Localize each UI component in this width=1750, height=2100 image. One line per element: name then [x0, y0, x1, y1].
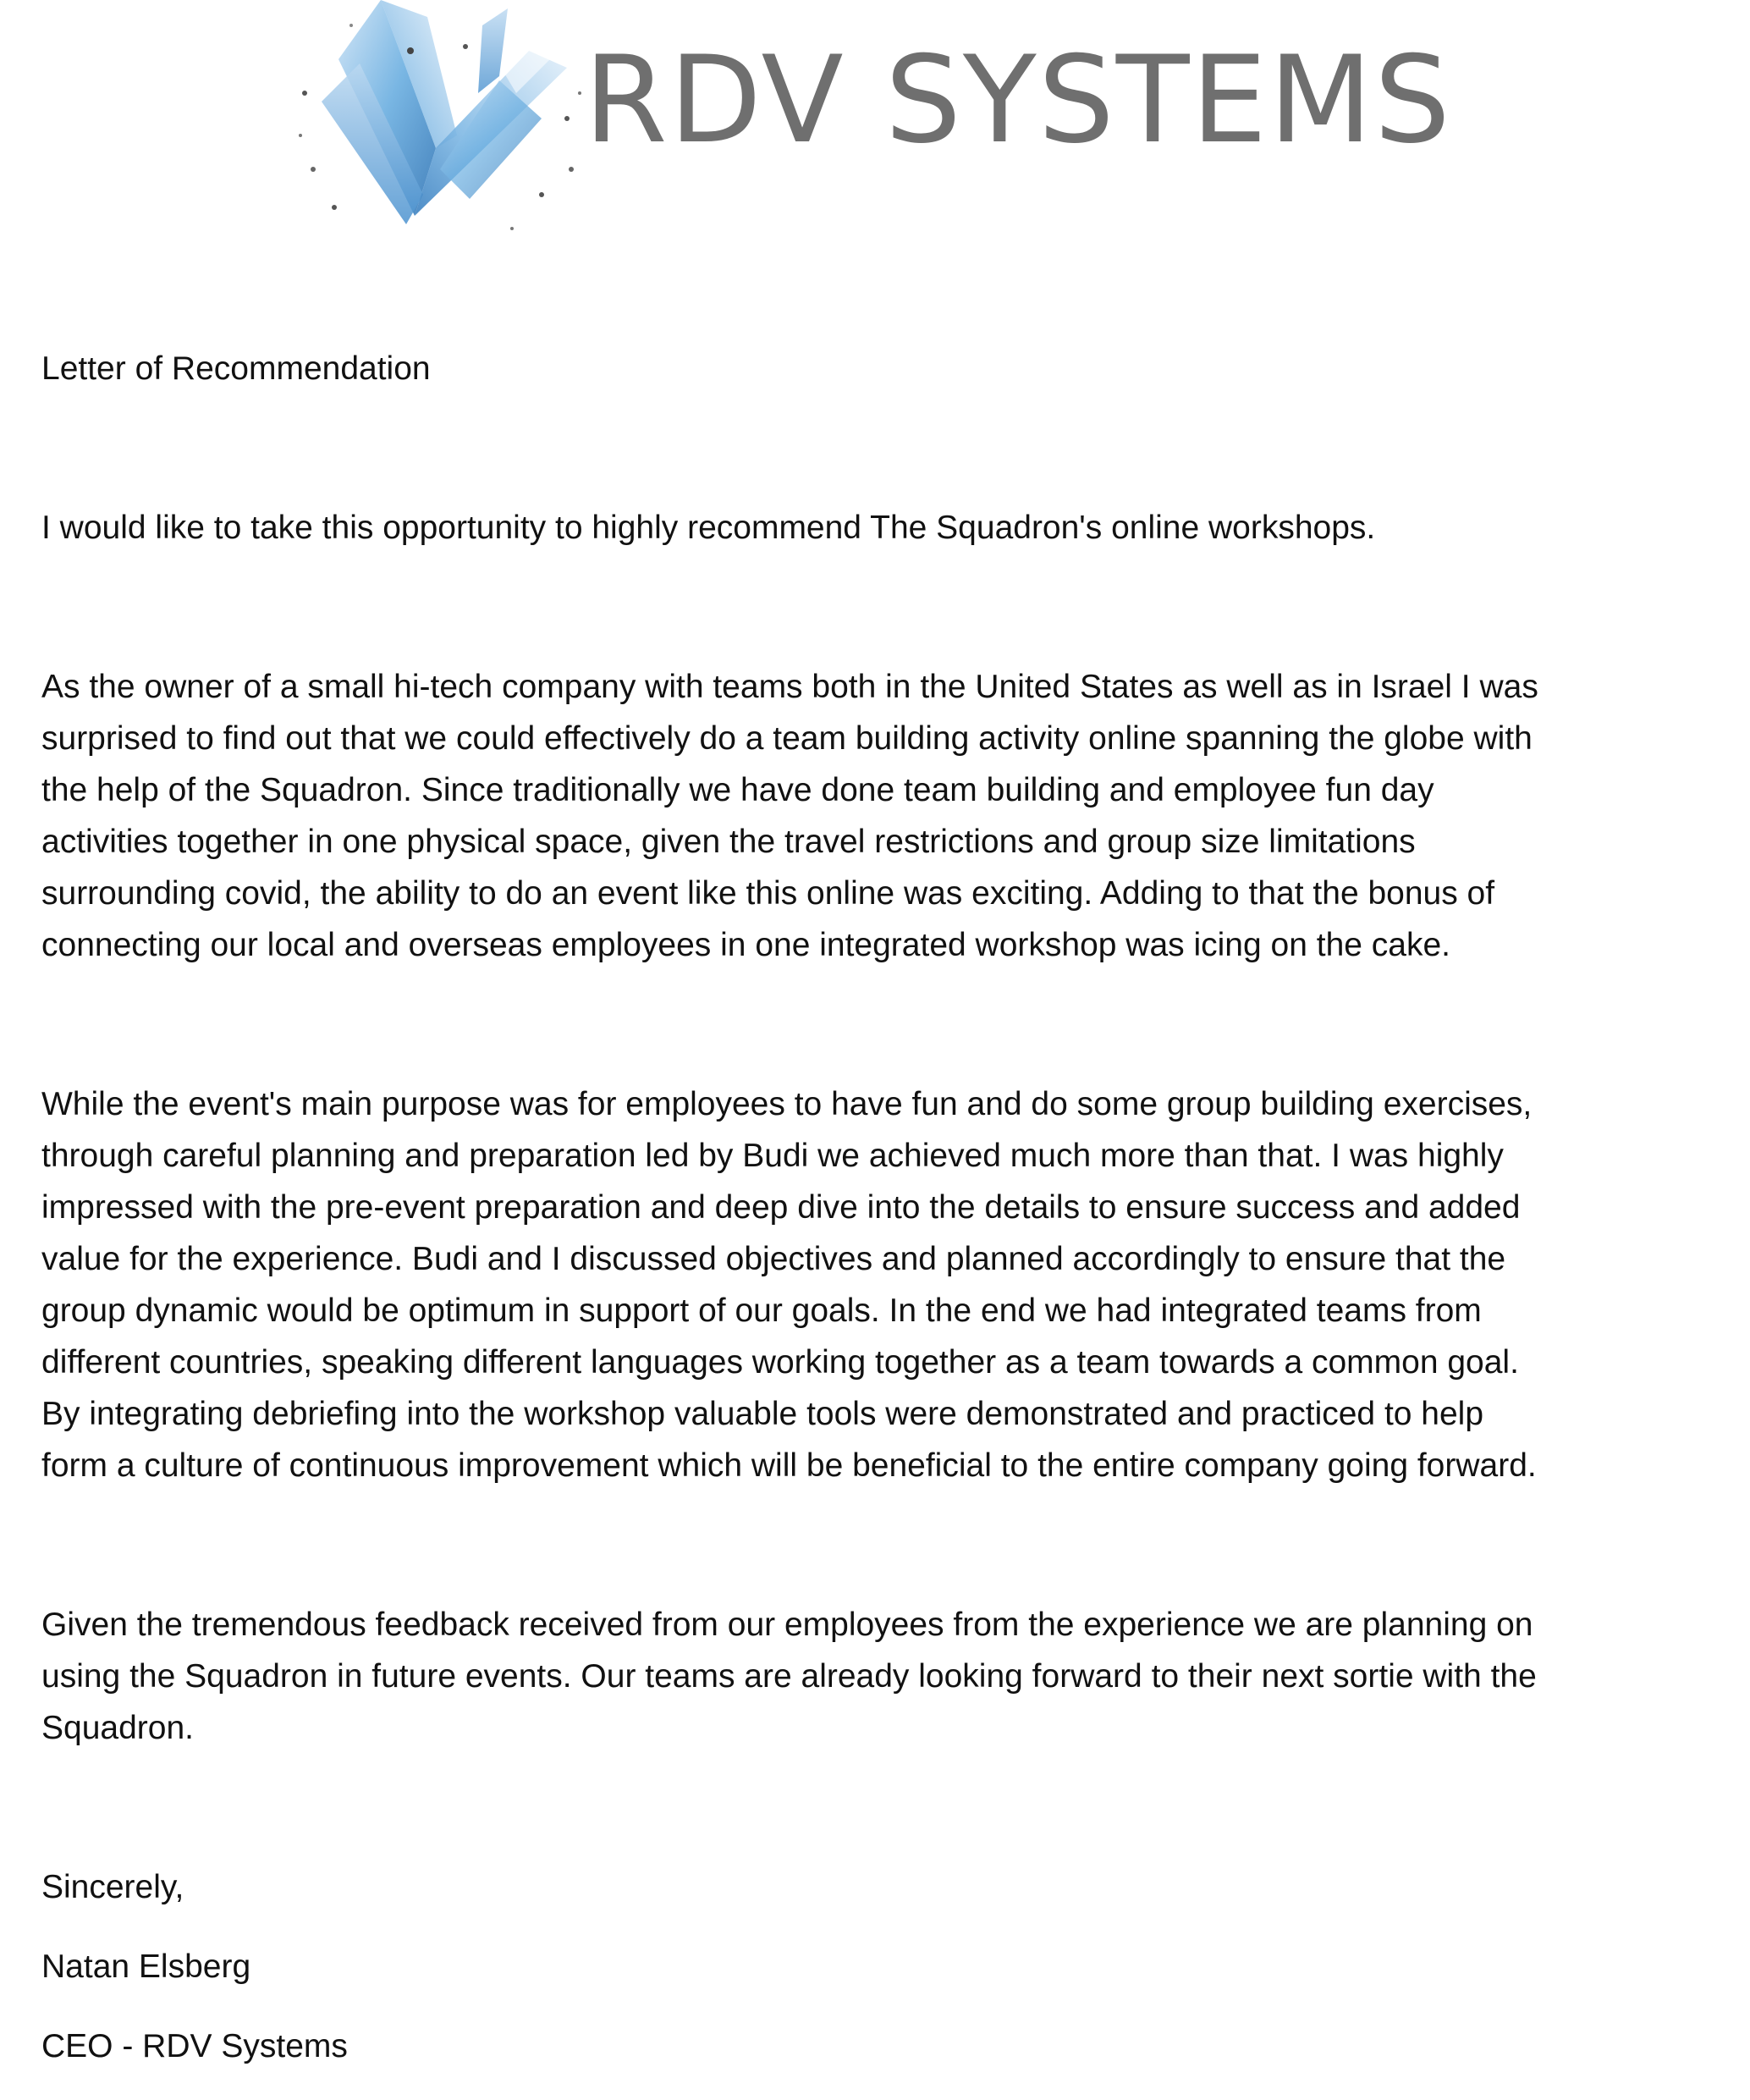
paragraph-line: As the owner of a small hi-tech company with teams both in the United States as well as in Israel I was: [41, 669, 1538, 705]
paragraph-1: [41, 502, 1721, 554]
paragraph-4: [41, 1599, 1721, 1754]
letterhead: [288, 0, 1452, 245]
paragraph-line: connecting our local and overseas employees in one integrated workshop was icing on the cake.: [41, 927, 1451, 963]
paragraph-line: different countries, speaking different languages working together as a team towards a common goal.: [41, 1344, 1519, 1381]
paragraph-line: By integrating debriefing into the workshop valuable tools were demonstrated and practiced to help: [41, 1396, 1484, 1432]
paragraph-2: [41, 661, 1721, 971]
closing: Sincerely,: [41, 1869, 184, 1905]
paragraph-line: using the Squadron in future events. Our teams are already looking forward to their next sortie with the: [41, 1658, 1537, 1695]
logo-text: RDV SYSTEMS: [584, 30, 1452, 170]
paragraph-line: group dynamic would be optimum in support of our goals. In the end we had integrated teams from: [41, 1293, 1482, 1329]
paragraph-line: I would like to take this opportunity to highly recommend The Squadron's online workshops.: [41, 510, 1376, 546]
signer-title: CEO - RDV Systems: [41, 2028, 348, 2064]
paragraph-line: value for the experience. Budi and I discussed objectives and planned accordingly to ensure that the: [41, 1241, 1506, 1277]
letter-title: Letter of Recommendation: [41, 350, 431, 387]
rdv-crystal-v-logo-icon: [288, 0, 592, 245]
paragraph-line: through careful planning and preparation led by Budi we achieved much more than that. I was highly: [41, 1138, 1504, 1174]
signer-name: Natan Elsberg: [41, 1948, 251, 1985]
paragraph-3: [41, 1078, 1721, 1491]
paragraph-line: Given the tremendous feedback received from our employees from the experience we are planning on: [41, 1607, 1533, 1643]
letter-body: [41, 343, 1721, 2100]
paragraph-line: form a culture of continuous improvement which will be beneficial to the entire company going forward.: [41, 1447, 1537, 1484]
paragraph-line: While the event's main purpose was for employees to have fun and do some group building exercises,: [41, 1086, 1533, 1122]
paragraph-line: impressed with the pre-event preparation and deep dive into the details to ensure success and added: [41, 1189, 1521, 1226]
paragraph-line: Squadron.: [41, 1710, 194, 1746]
paragraph-line: surprised to find out that we could effectively do a team building activity online spanning the globe with: [41, 720, 1533, 757]
paragraph-line: the help of the Squadron. Since traditionally we have done team building and employee fun day: [41, 772, 1434, 808]
paragraph-line: activities together in one physical space, given the travel restrictions and group size limitations: [41, 824, 1416, 860]
paragraph-line: surrounding covid, the ability to do an event like this online was exciting. Adding to that the bonus of: [41, 875, 1495, 912]
